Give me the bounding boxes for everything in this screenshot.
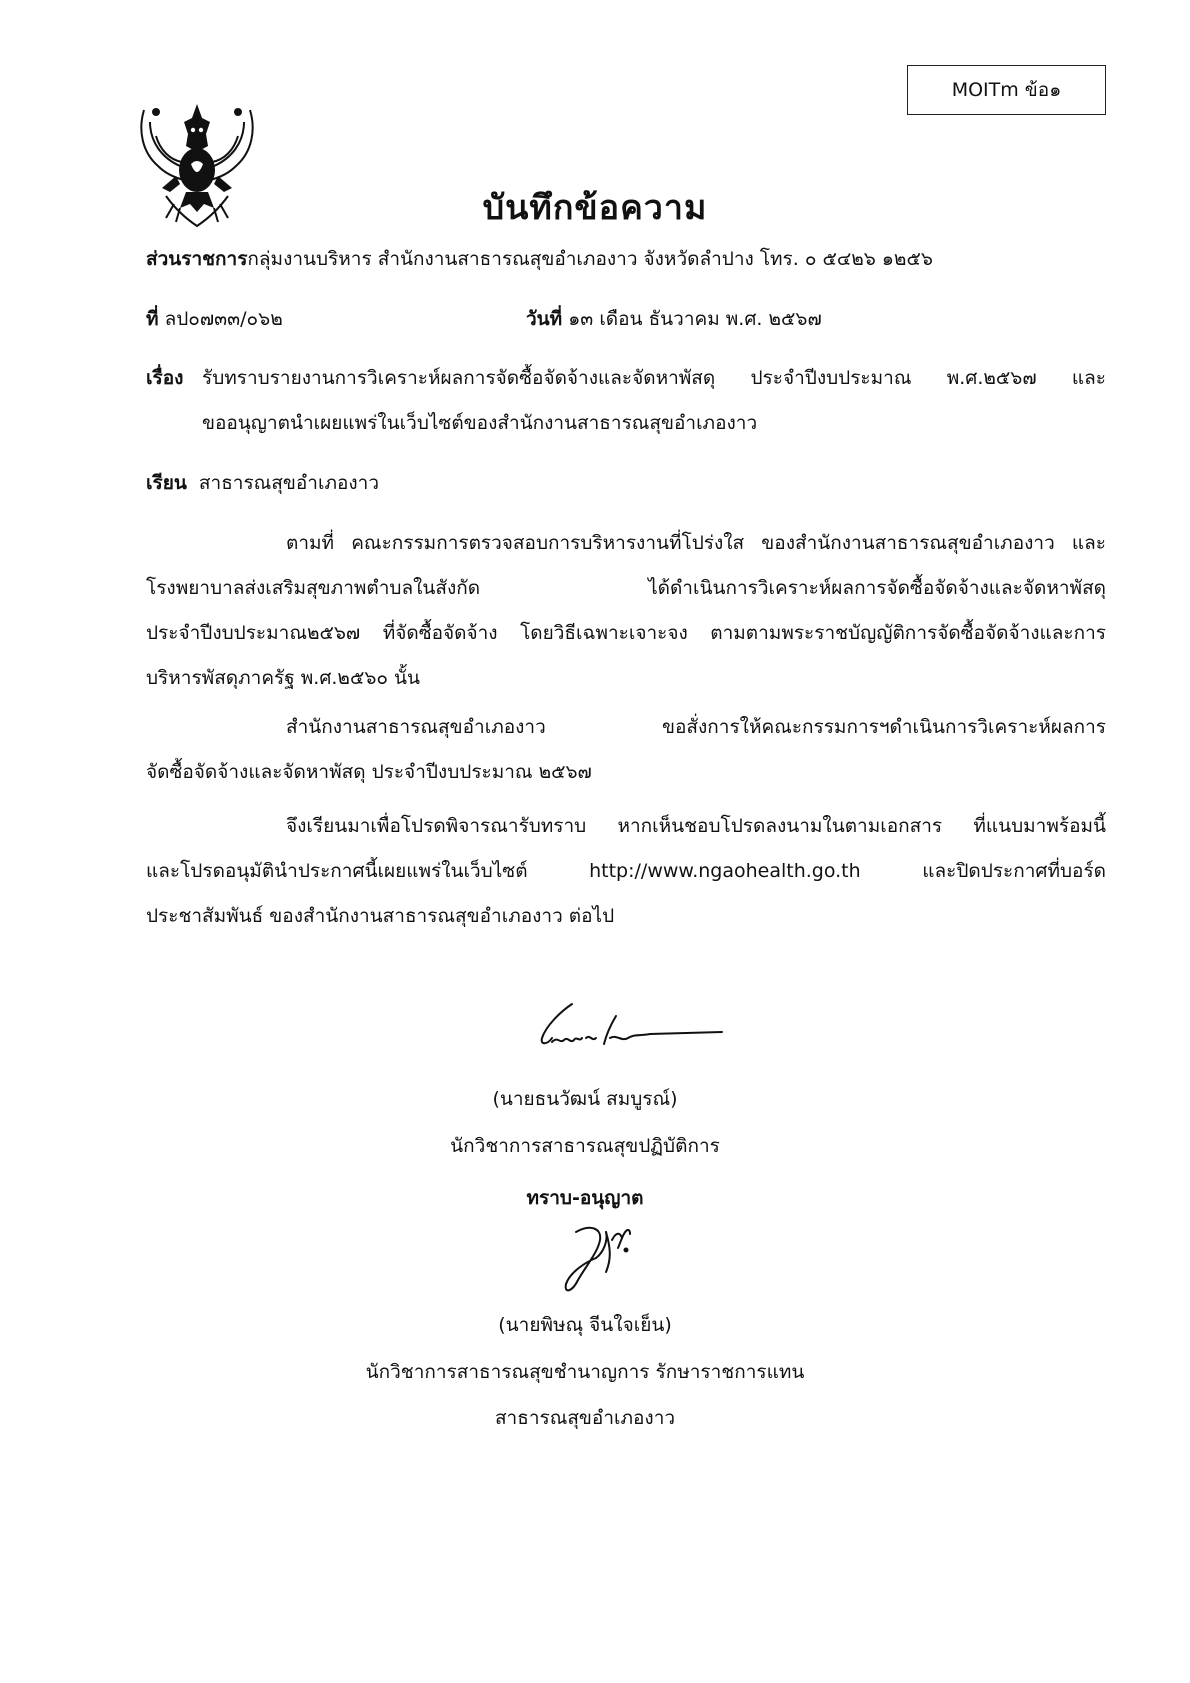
date-value: ๑๓ เดือน ธันวาคม พ.ศ. ๒๕๖๗	[562, 308, 822, 330]
signer-1-name: (นายธนวัฒน์ สมบูรณ์)	[492, 1088, 678, 1110]
approval-label: ทราบ-อนุญาต	[526, 1187, 644, 1209]
reference-line	[146, 306, 283, 332]
approver-position-1: นักวิชาการสาธารณสุขชำนาญการ รักษาราชการแทน	[365, 1361, 805, 1383]
signature-2-image	[556, 1218, 646, 1298]
body-paragraph-3	[146, 804, 1106, 939]
signer-1-position: นักวิชาการสาธารณสุขปฏิบัติการ	[450, 1135, 720, 1157]
reference-label: ที่	[146, 308, 159, 330]
reference-number: ลป๐๗๓๓/๐๖๒	[158, 308, 283, 330]
salutation-line	[146, 470, 379, 496]
subject-label: เรื่อง	[146, 367, 184, 389]
paragraph-line: จัดซื้อจัดจ้างและจัดหาพัสดุ ประจำปีงบประมาณ ๒๕๖๗	[146, 761, 592, 783]
agency-label: ส่วนราชการ	[146, 248, 248, 270]
date-line	[526, 306, 822, 332]
paragraph-line: ประจำปีงบประมาณ๒๕๖๗ ที่จัดซื้อจัดจ้าง โดยวิธีเฉพาะเจาะจง ตามตามพระราชบัญญัติการจัดซื้อจัดจ้างและการ	[146, 622, 1106, 644]
paragraph-line: และโปรดอนุมัตินำประกาศนี้เผยแพร่ในเว็บไซต์ http://www.ngaohealth.go.th และปิดประกาศที่บอร์ด	[146, 860, 1106, 882]
salutation-recipient: สาธารณสุขอำเภองาว	[198, 472, 379, 494]
body-paragraph-1	[146, 521, 1106, 701]
salutation-label: เรียน	[146, 472, 187, 494]
paragraph-line: ประชาสัมพันธ์ ของสำนักงานสาธารณสุขอำเภองาว ต่อไป	[146, 905, 615, 927]
date-label: วันที่	[526, 308, 563, 330]
document-title: บันทึกข้อความ	[482, 188, 708, 228]
subject-line-1: รับทราบรายงานการวิเคราะห์ผลการจัดซื้อจัดจ้างและจัดหาพัสดุ ประจำปีงบประมาณ พ.ศ.๒๕๖๗ และ	[202, 367, 1106, 389]
agency-value: กลุ่มงานบริหาร สำนักงานสาธารณสุขอำเภองาว จังหวัดลำปาง โทร. ๐ ๕๔๒๖ ๑๒๕๖	[247, 248, 933, 270]
body-paragraph-2	[146, 705, 1106, 795]
paragraph-line: ตามที่ คณะกรรมการตรวจสอบการบริหารงานที่โปร่งใส ของสำนักงานสาธารณสุขอำเภองาว และ	[286, 532, 1106, 554]
document-tag: MOITm ข้อ๑	[951, 79, 1062, 101]
paragraph-line: สำนักงานสาธารณสุขอำเภองาว ขอสั่งการให้คณะกรรมการฯดำเนินการวิเคราะห์ผลการ	[286, 716, 1106, 738]
document-tag-box	[907, 65, 1106, 115]
paragraph-line: โรงพยาบาลส่งเสริมสุขภาพตำบลในสังกัด ได้ดำเนินการวิเคราะห์ผลการจัดซื้อจัดจ้างและจัดหาพัสดุ	[146, 577, 1106, 599]
approver-name: (นายพิษณุ จีนใจเย็น)	[498, 1314, 672, 1336]
subject-line-2: ขออนุญาตนำเผยแพร่ในเว็บไซต์ของสำนักงานสาธารณสุขอำเภองาว	[202, 412, 758, 434]
agency-line	[146, 246, 933, 272]
approver-position-2: สาธารณสุขอำเภองาว	[494, 1407, 676, 1429]
paragraph-line: จึงเรียนมาเพื่อโปรดพิจารณารับทราบ หากเห็นชอบโปรดลงนามในตามเอกสาร ที่แนบมาพร้อมนี้	[286, 815, 1106, 837]
paragraph-line: บริหารพัสดุภาครัฐ พ.ศ.๒๕๖๐ นั้น	[146, 667, 420, 689]
signature-1-image	[530, 998, 730, 1060]
